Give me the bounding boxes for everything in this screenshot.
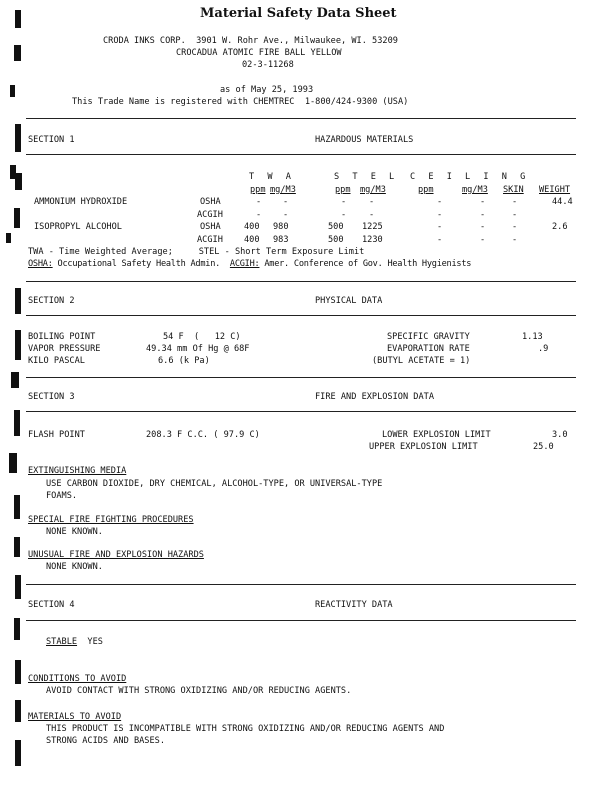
vapor-pressure-value: 49.34 mm Of Hg @ 68F [146, 344, 250, 354]
ingredient-name: AMMONIUM HYDROXIDE [34, 197, 128, 207]
section-2-title: PHYSICAL DATA [315, 296, 383, 306]
abbreviation-note: TWA - Time Weighted Average; STEL - Short Term Exposure Limit [28, 247, 365, 257]
osha-definition: Occupational Safety Health Admin. [52, 259, 230, 269]
twa-ppm: 400 [244, 235, 260, 245]
col-stel-ppm: ppm [335, 185, 351, 195]
materials-to-avoid-heading: MATERIALS TO AVOID [28, 712, 122, 722]
extinguishing-media-text: USE CARBON DIOXIDE, DRY CHEMICAL, ALCOHOL-TYPE, OR UNIVERSAL-TYPE [46, 479, 383, 489]
stel-mg: 1225 [362, 222, 383, 232]
unusual-hazards-heading: UNUSUAL FIRE AND EXPLOSION HAZARDS [28, 550, 204, 560]
divider [26, 154, 576, 155]
section-1-label: SECTION 1 [28, 135, 75, 145]
materials-to-avoid-text: THIS PRODUCT IS INCOMPATIBLE WITH STRONG OXIDIZING AND/OR REDUCING AGENTS AND [46, 724, 445, 734]
materials-to-avoid-text-2: STRONG ACIDS AND BASES. [46, 736, 165, 746]
specific-gravity-value: 1.13 [522, 332, 543, 342]
lower-explosion-limit-value: 3.0 [552, 430, 568, 440]
ceil-mg: - [480, 235, 486, 245]
stability [46, 638, 103, 647]
flash-point-value: 208.3 F C.C. ( 97.9 C) [146, 430, 260, 440]
unusual-hazards-text: NONE KNOWN. [46, 562, 103, 572]
lower-explosion-limit-label: LOWER EXPLOSION LIMIT [382, 430, 491, 440]
weight: 44.4 [552, 197, 573, 207]
col-twa-mg: mg/M3 [270, 185, 296, 195]
agency: ACGIH [197, 210, 223, 220]
fire-fighting-procedures-text: NONE KNOWN. [46, 527, 103, 537]
vapor-pressure-label: VAPOR PRESSURE [28, 344, 101, 354]
twa-mg: - [283, 210, 289, 220]
twa-ppm: - [256, 197, 262, 207]
conditions-to-avoid-heading: CONDITIONS TO AVOID [28, 674, 127, 684]
agency: ACGIH [197, 235, 223, 245]
stable-value: YES [87, 637, 103, 647]
agency: OSHA [200, 222, 221, 232]
skin: - [512, 210, 518, 220]
upper-explosion-limit-value: 25.0 [533, 442, 554, 452]
col-weight: WEIGHT [539, 185, 571, 195]
acgih-abbrev: ACGIH: [229, 259, 260, 269]
col-stel-mg: mg/M3 [360, 185, 386, 195]
kilo-pascal-label: KILO PASCAL [28, 356, 85, 366]
weight: 2.6 [552, 222, 568, 232]
twa-ppm: 400 [244, 222, 260, 232]
stable-label: STABLE [46, 637, 78, 647]
col-ceil-ppm: ppm [418, 185, 434, 195]
product-name: CROCADUA ATOMIC FIRE BALL YELLOW [176, 48, 342, 58]
ceil-ppm: - [437, 235, 443, 245]
col-skin: SKIN [503, 185, 524, 195]
divider [26, 584, 576, 585]
extinguishing-media-text-2: FOAMS. [46, 491, 78, 501]
fire-fighting-procedures-heading: SPECIAL FIRE FIGHTING PROCEDURES [28, 515, 194, 525]
chemtrec-notice: This Trade Name is registered with CHEMTREC 1-800/424-9300 (USA) [72, 97, 409, 107]
flash-point-label: FLASH POINT [28, 430, 85, 440]
section-1-title: HAZARDOUS MATERIALS [315, 135, 414, 145]
stel-mg: - [369, 197, 375, 207]
upper-explosion-limit-label: UPPER EXPLOSION LIMIT [369, 442, 478, 452]
ceil-ppm: - [437, 197, 443, 207]
ceil-ppm: - [437, 222, 443, 232]
stel-ppm: 500 [328, 235, 344, 245]
twa-mg: 983 [273, 235, 289, 245]
evaporation-rate-value: .9 [538, 344, 549, 354]
twa-mg: - [283, 197, 289, 207]
evaporation-reference: (BUTYL ACETATE = 1) [372, 356, 471, 366]
skin: - [512, 235, 518, 245]
twa-ppm: - [256, 210, 262, 220]
evaporation-rate-label: EVAPORATION RATE [387, 344, 470, 354]
divider [26, 377, 576, 378]
stel-ppm: - [341, 197, 347, 207]
stel-mg: - [369, 210, 375, 220]
revision-date: as of May 25, 1993 [220, 85, 314, 95]
agency: OSHA [200, 197, 221, 207]
ceil-mg: - [480, 222, 486, 232]
ceil-ppm: - [437, 210, 443, 220]
col-twa-ppm: ppm [250, 185, 266, 195]
stel-ppm: 500 [328, 222, 344, 232]
agency-note [28, 260, 471, 269]
divider [26, 118, 576, 119]
boiling-point-label: BOILING POINT [28, 332, 96, 342]
section-2-label: SECTION 2 [28, 296, 75, 306]
ceiling-group-header: C E I L I N G [410, 172, 530, 182]
divider [26, 315, 576, 316]
boiling-point-value: 54 F ( 12 C) [163, 332, 241, 342]
ceil-mg: - [480, 197, 486, 207]
section-4-title: REACTIVITY DATA [315, 600, 393, 610]
extinguishing-media-heading: EXTINGUISHING MEDIA [28, 466, 127, 476]
stel-group-header: S T E L [334, 172, 399, 182]
acgih-definition: Amer. Conference of Gov. Health Hygienists [259, 259, 472, 269]
twa-group-header: T W A [249, 172, 295, 182]
divider [26, 620, 576, 621]
skin: - [512, 197, 518, 207]
ingredient-name: ISOPROPYL ALCOHOL [34, 222, 122, 232]
stel-mg: 1230 [362, 235, 383, 245]
conditions-to-avoid-text: AVOID CONTACT WITH STRONG OXIDIZING AND/OR REDUCING AGENTS. [46, 686, 352, 696]
skin: - [512, 222, 518, 232]
twa-mg: 980 [273, 222, 289, 232]
divider [26, 281, 576, 282]
document-title: Material Safety Data Sheet [200, 6, 397, 21]
section-3-title: FIRE AND EXPLOSION DATA [315, 392, 434, 402]
osha-abbrev: OSHA: [28, 259, 53, 269]
section-3-label: SECTION 3 [28, 392, 75, 402]
divider [26, 411, 576, 412]
company-address: CRODA INKS CORP. 3901 W. Rohr Ave., Milwaukee, WI. 53209 [103, 36, 398, 46]
product-code: 02-3-11268 [242, 60, 294, 70]
col-ceil-mg: mg/M3 [462, 185, 488, 195]
ceil-mg: - [480, 210, 486, 220]
stel-ppm: - [341, 210, 347, 220]
specific-gravity-label: SPECIFIC GRAVITY [387, 332, 470, 342]
section-4-label: SECTION 4 [28, 600, 75, 610]
kilo-pascal-value: 6.6 (k Pa) [158, 356, 210, 366]
